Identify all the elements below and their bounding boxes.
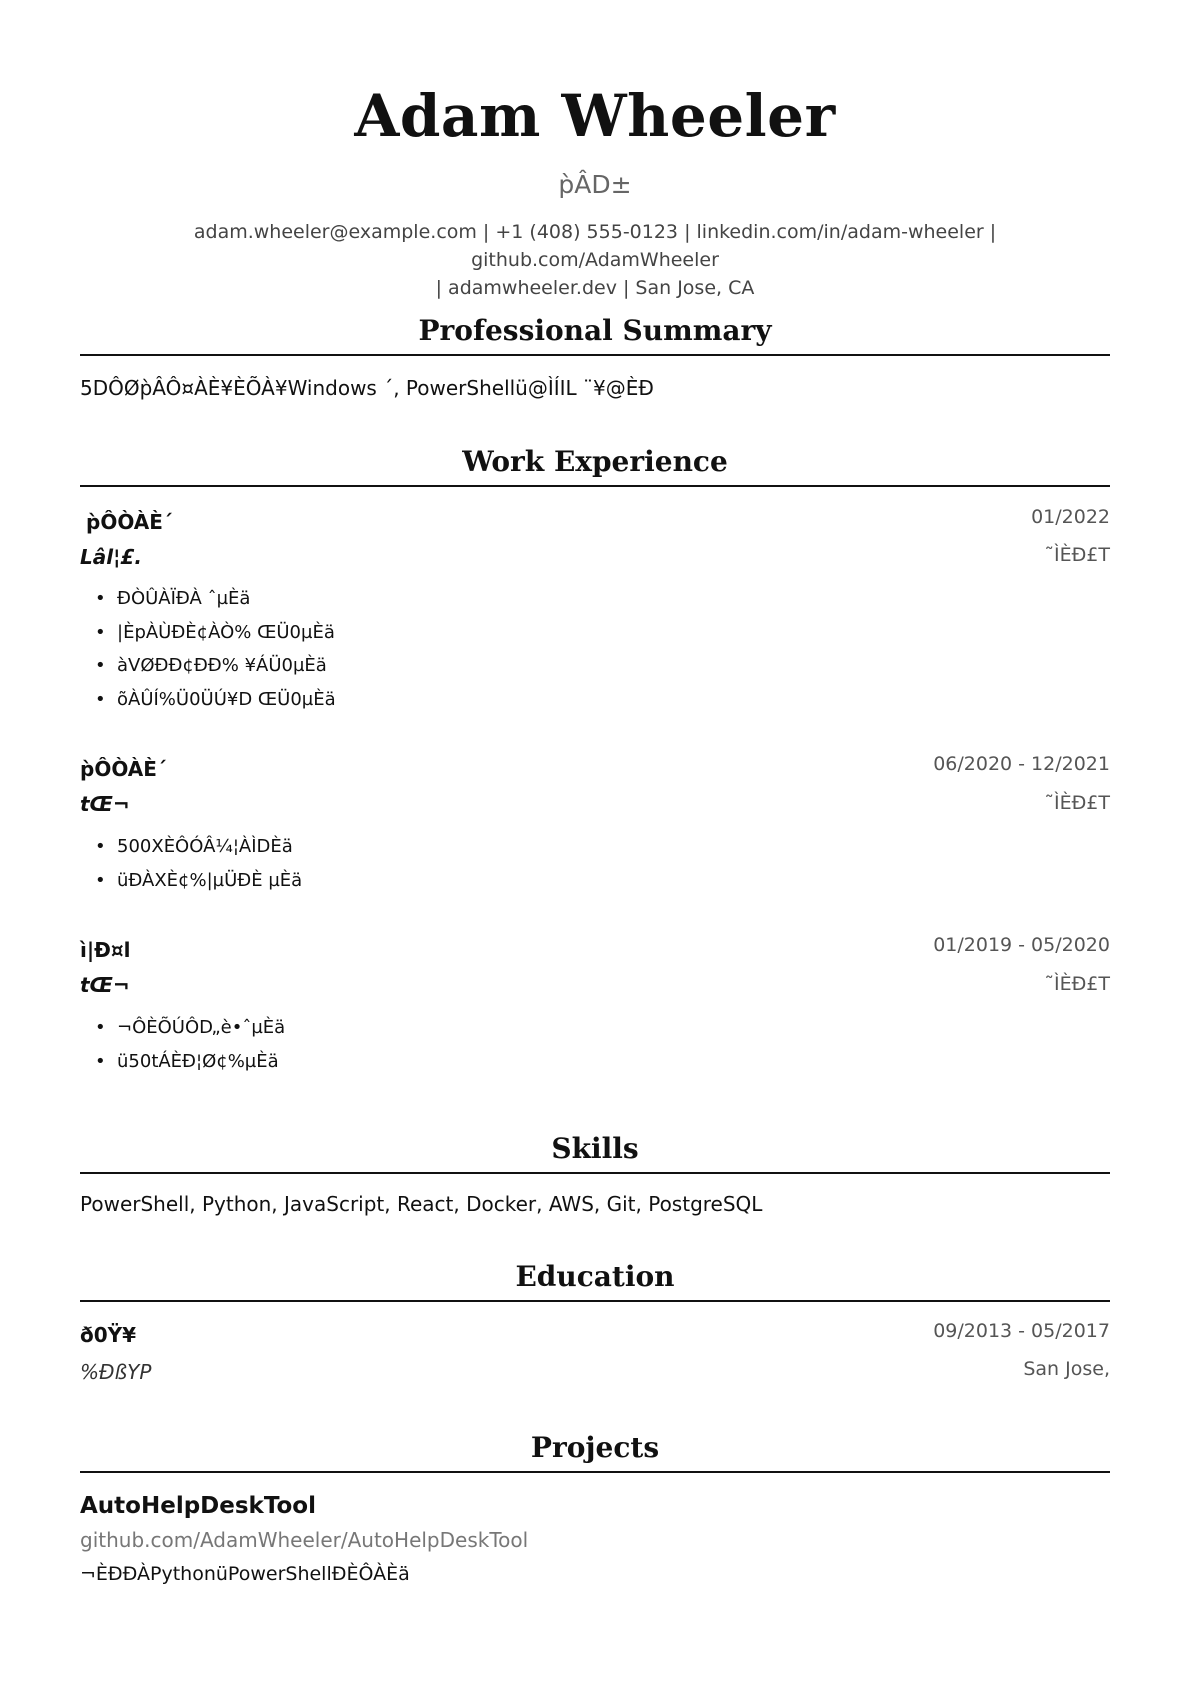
job-title: p̀ÔÒÀÈ´ — [86, 510, 173, 534]
project-name: AutoHelpDeskTool — [80, 1493, 316, 1519]
job-location: ˜ÌÈÐ£T — [1044, 973, 1110, 995]
job-bullets — [95, 582, 336, 716]
candidate-title: p̀ÂD± — [558, 170, 632, 199]
education-school: ð0Ÿ¥ — [80, 1323, 137, 1347]
job-date: 01/2022 — [1031, 506, 1110, 528]
list-item: • 500XÈÔÓÂ¼¦ÀÌDÈä — [95, 830, 302, 864]
job-bullets — [95, 830, 302, 897]
list-item: • ü50tÁÈÐ¦Ø¢%µÈä — [95, 1045, 285, 1079]
candidate-name: Adam Wheeler — [354, 82, 836, 150]
section-title-projects: Projects — [530, 1431, 660, 1464]
job-bullets — [95, 1011, 285, 1078]
job-company: tŒ¬ — [80, 792, 130, 816]
section-divider — [80, 1471, 1110, 1473]
section-divider — [80, 354, 1110, 356]
summary-text: 5DÔØp̀ÂÔ¤ÀÈ¥ÈÕÀ¥Windows ´, PowerShellü@ÌÍIL ¨¥@ÈÐ — [80, 376, 654, 400]
section-title-skills: Skills — [551, 1132, 639, 1165]
contact-line-1: adam.wheeler@example.com | +1 (408) 555-0123 | linkedin.com/in/adam-wheeler | github.com/AdamWheeler — [193, 221, 997, 271]
section-divider — [80, 1172, 1110, 1174]
job-date: 01/2019 - 05/2020 — [933, 934, 1110, 956]
job-location: ˜ÌÈÐ£T — [1044, 544, 1110, 566]
section-title-work: Work Experience — [462, 445, 728, 478]
section-title-summary: Professional Summary — [418, 314, 772, 347]
job-title: p̀ÔÒÀÈ´ — [80, 757, 167, 781]
section-divider — [80, 485, 1110, 487]
contact-line-2: | adamwheeler.dev | San Jose, CA — [435, 277, 755, 299]
section-title-education: Education — [515, 1260, 675, 1293]
education-location: San Jose, — [1023, 1358, 1110, 1380]
section-divider — [80, 1300, 1110, 1302]
job-title: ì|Ð¤l — [80, 938, 131, 962]
education-degree: %ÐßYP — [80, 1360, 152, 1384]
list-item: • ÐÒÛÀÏÐÀ ˆµÈä — [95, 582, 336, 616]
list-item: • |ÈpÀÙÐÈ¢ÀÒ% ŒÜ0µÈä — [95, 616, 336, 650]
job-company: tŒ¬ — [80, 973, 130, 997]
project-link[interactable]: github.com/AdamWheeler/AutoHelpDeskTool — [80, 1528, 529, 1552]
job-company: Lâl¦£. — [80, 545, 142, 569]
list-item: • àVØÐÐ¢ÐÐ% ¥ÁÜ0µÈä — [95, 649, 336, 683]
list-item: • õÀÛÍ%Ü0ÜÚ¥D ŒÜ0µÈä — [95, 683, 336, 717]
contact-info — [80, 218, 1110, 302]
skills-text: PowerShell, Python, JavaScript, React, Docker, AWS, Git, PostgreSQL — [80, 1192, 763, 1216]
project-description: ¬ÈÐÐÀPythonüPowerShellÐÈÔÀÈä — [80, 1563, 410, 1585]
job-location: ˜ÌÈÐ£T — [1044, 792, 1110, 814]
job-date: 06/2020 - 12/2021 — [933, 753, 1110, 775]
list-item: • ¬ÔÈÕÚÔD„è•ˆµÈä — [95, 1011, 285, 1045]
education-date: 09/2013 - 05/2017 — [933, 1320, 1110, 1342]
list-item: • üÐÀXÈ¢%|µÜÐÈ µÈä — [95, 864, 302, 898]
